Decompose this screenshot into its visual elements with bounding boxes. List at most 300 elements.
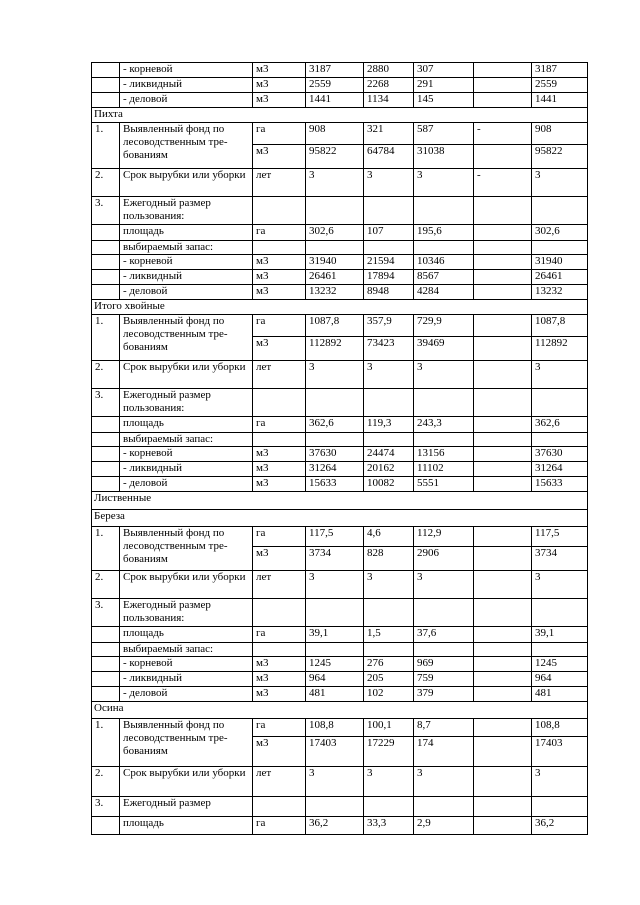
table-cell: м3 <box>253 477 306 492</box>
table-cell: 3 <box>532 361 588 389</box>
table-cell: 291 <box>414 78 474 93</box>
table-cell: 39,1 <box>306 627 364 643</box>
table-cell <box>253 797 306 817</box>
table-cell: га <box>253 817 306 835</box>
table-cell: 3187 <box>532 63 588 78</box>
table-row <box>92 447 588 462</box>
table-cell: м3 <box>253 672 306 687</box>
section-title: Лиственные <box>92 492 588 510</box>
table-cell: 587 <box>414 123 474 145</box>
table-cell <box>474 389 532 417</box>
table-cell: 31940 <box>532 255 588 270</box>
table-cell: 3 <box>414 571 474 599</box>
table-cell <box>414 241 474 255</box>
table-cell: лет <box>253 767 306 797</box>
table-cell: 2,9 <box>414 817 474 835</box>
table-cell: 13232 <box>306 285 364 300</box>
table-cell: 307 <box>414 63 474 78</box>
table-cell: 39469 <box>414 337 474 361</box>
row-number <box>92 433 120 447</box>
table-cell: 3 <box>364 767 414 797</box>
table-cell: 1441 <box>306 93 364 108</box>
table-row <box>92 225 588 241</box>
table-cell: 302,6 <box>532 225 588 241</box>
table-cell: 1087,8 <box>306 315 364 337</box>
table-cell <box>474 270 532 285</box>
section-row <box>92 702 588 719</box>
row-number <box>92 93 120 108</box>
table-cell: 145 <box>414 93 474 108</box>
table-cell <box>414 797 474 817</box>
table-cell: м3 <box>253 270 306 285</box>
table-cell: 26461 <box>306 270 364 285</box>
row-number <box>92 63 120 78</box>
table-cell <box>306 599 364 627</box>
table-cell: 2268 <box>364 78 414 93</box>
table-row <box>92 657 588 672</box>
table-cell <box>364 643 414 657</box>
table-row <box>92 571 588 599</box>
table-row <box>92 361 588 389</box>
table-cell: 112892 <box>306 337 364 361</box>
row-label: площадь <box>120 817 253 835</box>
table-cell <box>253 241 306 255</box>
table-cell: 11102 <box>414 462 474 477</box>
table-cell: 362,6 <box>532 417 588 433</box>
table-cell: м3 <box>253 547 306 571</box>
table-cell: 95822 <box>532 145 588 169</box>
row-number <box>92 225 120 241</box>
table-cell: 3187 <box>306 63 364 78</box>
table-row <box>92 797 588 817</box>
table-cell <box>532 433 588 447</box>
row-label: Выявленный фонд по лесоводственным тре-бованиям <box>120 123 253 169</box>
table-row <box>92 285 588 300</box>
table-cell <box>253 433 306 447</box>
table-cell: 107 <box>364 225 414 241</box>
table-cell: 20162 <box>364 462 414 477</box>
table-cell: 73423 <box>364 337 414 361</box>
table-cell <box>364 197 414 225</box>
row-number <box>92 627 120 643</box>
table-cell: 4284 <box>414 285 474 300</box>
table-cell <box>532 197 588 225</box>
table-row <box>92 627 588 643</box>
table-cell: 8567 <box>414 270 474 285</box>
row-number <box>92 462 120 477</box>
table-cell: 3 <box>306 169 364 197</box>
table-cell <box>474 63 532 78</box>
table-cell: га <box>253 417 306 433</box>
row-number: 3. <box>92 197 120 225</box>
table-row <box>92 78 588 93</box>
table-cell: 3 <box>364 571 414 599</box>
table-cell <box>414 389 474 417</box>
table-cell: 3 <box>532 767 588 797</box>
table-cell: 112892 <box>532 337 588 361</box>
table-row <box>92 433 588 447</box>
table-cell: м3 <box>253 447 306 462</box>
table-cell: га <box>253 315 306 337</box>
table-cell: 33,3 <box>364 817 414 835</box>
row-label: - ликвидный <box>120 672 253 687</box>
table-cell <box>306 433 364 447</box>
table-cell <box>414 599 474 627</box>
table-cell <box>474 737 532 767</box>
table-cell: 13232 <box>532 285 588 300</box>
row-number <box>92 285 120 300</box>
table-cell <box>253 197 306 225</box>
table-cell <box>474 197 532 225</box>
table-row <box>92 255 588 270</box>
table-cell: 31264 <box>532 462 588 477</box>
row-label: - деловой <box>120 687 253 702</box>
row-label: - ликвидный <box>120 270 253 285</box>
table-cell: 3 <box>414 361 474 389</box>
table-cell: - <box>474 169 532 197</box>
table-cell: м3 <box>253 337 306 361</box>
table-cell: 3 <box>364 361 414 389</box>
row-label: Выявленный фонд по лесоводственным тре-бованиям <box>120 719 253 767</box>
table-cell: га <box>253 627 306 643</box>
table-cell: 119,3 <box>364 417 414 433</box>
table-cell <box>474 285 532 300</box>
table-cell: лет <box>253 361 306 389</box>
row-number: 1. <box>92 527 120 571</box>
row-number <box>92 672 120 687</box>
table-cell: 8,7 <box>414 719 474 737</box>
table-cell <box>253 643 306 657</box>
table-row <box>92 93 588 108</box>
section-title: Пихта <box>92 108 588 123</box>
row-label: - ликвидный <box>120 78 253 93</box>
table-cell: 759 <box>414 672 474 687</box>
table-cell: - <box>474 123 532 145</box>
table-cell <box>414 197 474 225</box>
table-cell: 205 <box>364 672 414 687</box>
table-cell: 108,8 <box>306 719 364 737</box>
row-number: 3. <box>92 389 120 417</box>
table-cell <box>474 145 532 169</box>
table-cell <box>474 361 532 389</box>
table-cell: 969 <box>414 657 474 672</box>
row-number: 2. <box>92 767 120 797</box>
table-cell: 3 <box>532 571 588 599</box>
table-cell: 36,2 <box>306 817 364 835</box>
table-cell: 379 <box>414 687 474 702</box>
table-cell <box>474 767 532 797</box>
table-cell: 39,1 <box>532 627 588 643</box>
row-label: - корневой <box>120 447 253 462</box>
row-number: 1. <box>92 123 120 169</box>
table-cell <box>532 643 588 657</box>
table-cell <box>474 657 532 672</box>
row-label: площадь <box>120 627 253 643</box>
row-label: - корневой <box>120 255 253 270</box>
row-label: - корневой <box>120 63 253 78</box>
table-cell <box>474 462 532 477</box>
table-cell <box>474 527 532 547</box>
row-label: Выявленный фонд по лесоводственным тре-бованиям <box>120 315 253 361</box>
row-number <box>92 270 120 285</box>
table-cell <box>532 241 588 255</box>
table-cell: 95822 <box>306 145 364 169</box>
table-cell <box>253 389 306 417</box>
table-cell <box>306 241 364 255</box>
table-cell: 3 <box>306 361 364 389</box>
table-row <box>92 719 588 737</box>
row-label: Ежегодный размер пользования: <box>120 389 253 417</box>
table-cell: 3734 <box>306 547 364 571</box>
table-cell: 21594 <box>364 255 414 270</box>
table-cell: 117,5 <box>306 527 364 547</box>
section-title: Итого хвойные <box>92 300 588 315</box>
row-number: 1. <box>92 719 120 767</box>
row-number: 2. <box>92 571 120 599</box>
table-cell: 17403 <box>532 737 588 767</box>
table-row <box>92 477 588 492</box>
table-cell: м3 <box>253 145 306 169</box>
row-number <box>92 255 120 270</box>
table-cell <box>474 447 532 462</box>
table-cell: 1,5 <box>364 627 414 643</box>
table-cell: 100,1 <box>364 719 414 737</box>
table-cell: 37630 <box>306 447 364 462</box>
row-number <box>92 241 120 255</box>
table-cell <box>414 433 474 447</box>
table-cell: 908 <box>532 123 588 145</box>
table-cell <box>532 797 588 817</box>
table-cell: м3 <box>253 63 306 78</box>
table-row <box>92 767 588 797</box>
section-row <box>92 108 588 123</box>
table-cell: 357,9 <box>364 315 414 337</box>
table-cell: 321 <box>364 123 414 145</box>
table-cell: м3 <box>253 657 306 672</box>
row-label: - корневой <box>120 657 253 672</box>
table-cell: 36,2 <box>532 817 588 835</box>
row-number: 2. <box>92 361 120 389</box>
forest-use-table <box>91 62 588 835</box>
table-row <box>92 241 588 255</box>
table-cell <box>474 337 532 361</box>
row-label: выбираемый запас: <box>120 643 253 657</box>
table-row <box>92 527 588 547</box>
table-cell: 276 <box>364 657 414 672</box>
table-cell: лет <box>253 571 306 599</box>
table-cell <box>306 197 364 225</box>
table-cell: 3734 <box>532 547 588 571</box>
section-title: Береза <box>92 510 588 527</box>
table-cell: 1245 <box>306 657 364 672</box>
section-row <box>92 300 588 315</box>
table-cell: 17894 <box>364 270 414 285</box>
table-cell: м3 <box>253 285 306 300</box>
table-cell: 8948 <box>364 285 414 300</box>
row-label: - деловой <box>120 477 253 492</box>
table-row <box>92 315 588 337</box>
table-cell: 2559 <box>306 78 364 93</box>
table-cell: 31264 <box>306 462 364 477</box>
table-cell <box>474 225 532 241</box>
table-cell: 13156 <box>414 447 474 462</box>
table-cell: 1087,8 <box>532 315 588 337</box>
table-cell: 481 <box>306 687 364 702</box>
section-row <box>92 492 588 510</box>
table-row <box>92 389 588 417</box>
table-row <box>92 817 588 835</box>
row-label: - деловой <box>120 285 253 300</box>
table-cell: 964 <box>532 672 588 687</box>
table-cell: 37630 <box>532 447 588 462</box>
section-title: Осина <box>92 702 588 719</box>
table-cell <box>474 797 532 817</box>
table-cell: 481 <box>532 687 588 702</box>
table-cell: 1441 <box>532 93 588 108</box>
table-cell: 17403 <box>306 737 364 767</box>
table-cell: 102 <box>364 687 414 702</box>
table-cell: 3 <box>414 767 474 797</box>
table-row <box>92 417 588 433</box>
table-cell <box>253 599 306 627</box>
row-label: площадь <box>120 225 253 241</box>
table-cell: 15633 <box>306 477 364 492</box>
table-row <box>92 197 588 225</box>
row-label: площадь <box>120 417 253 433</box>
table-row <box>92 672 588 687</box>
table-cell: 31038 <box>414 145 474 169</box>
table-cell <box>474 417 532 433</box>
table-cell: га <box>253 225 306 241</box>
table-cell: 24474 <box>364 447 414 462</box>
table-row <box>92 687 588 702</box>
table-cell <box>414 643 474 657</box>
table-cell: 2880 <box>364 63 414 78</box>
row-number <box>92 687 120 702</box>
table-cell <box>306 389 364 417</box>
table-row <box>92 63 588 78</box>
table-row <box>92 123 588 145</box>
row-number <box>92 657 120 672</box>
table-cell <box>306 643 364 657</box>
table-cell: 828 <box>364 547 414 571</box>
row-label: Ежегодный размер <box>120 797 253 817</box>
table-cell: 3 <box>532 169 588 197</box>
table-cell: 5551 <box>414 477 474 492</box>
table-cell: 17229 <box>364 737 414 767</box>
table-cell: 243,3 <box>414 417 474 433</box>
row-number <box>92 477 120 492</box>
table-cell: 2559 <box>532 78 588 93</box>
table-cell <box>474 255 532 270</box>
table-cell <box>532 599 588 627</box>
table-cell: 37,6 <box>414 627 474 643</box>
table-cell <box>474 687 532 702</box>
table-cell <box>364 241 414 255</box>
table-cell <box>306 797 364 817</box>
table-cell: 2906 <box>414 547 474 571</box>
table-cell <box>364 599 414 627</box>
table-cell <box>474 643 532 657</box>
row-number <box>92 78 120 93</box>
row-number <box>92 817 120 835</box>
row-label: - деловой <box>120 93 253 108</box>
row-label: выбираемый запас: <box>120 433 253 447</box>
table-cell: 4,6 <box>364 527 414 547</box>
table-cell <box>474 78 532 93</box>
table-cell: м3 <box>253 93 306 108</box>
table-cell <box>474 93 532 108</box>
table-cell <box>474 433 532 447</box>
table-cell: м3 <box>253 737 306 767</box>
row-number: 1. <box>92 315 120 361</box>
table-cell <box>474 599 532 627</box>
table-cell: 15633 <box>532 477 588 492</box>
table-cell: 64784 <box>364 145 414 169</box>
table-cell <box>474 672 532 687</box>
table-cell: га <box>253 719 306 737</box>
row-label: - ликвидный <box>120 462 253 477</box>
row-label: Срок вырубки или уборки <box>120 767 253 797</box>
table-cell <box>364 433 414 447</box>
table-row <box>92 270 588 285</box>
table-cell: 729,9 <box>414 315 474 337</box>
row-label: Срок вырубки или уборки <box>120 361 253 389</box>
row-label: Ежегодный размер пользования: <box>120 599 253 627</box>
table-cell: 26461 <box>532 270 588 285</box>
table-cell <box>474 817 532 835</box>
table-cell: 108,8 <box>532 719 588 737</box>
row-number <box>92 447 120 462</box>
row-number: 2. <box>92 169 120 197</box>
table-cell: 3 <box>306 571 364 599</box>
table-cell: 3 <box>306 767 364 797</box>
table-cell <box>474 571 532 599</box>
table-cell <box>474 477 532 492</box>
table-cell: м3 <box>253 687 306 702</box>
table-cell: 908 <box>306 123 364 145</box>
row-label: Выявленный фонд по лесоводственным тре-бованиям <box>120 527 253 571</box>
table-row <box>92 643 588 657</box>
row-label: выбираемый запас: <box>120 241 253 255</box>
table-row <box>92 462 588 477</box>
table-cell <box>474 627 532 643</box>
table-cell: 112,9 <box>414 527 474 547</box>
table-cell: 964 <box>306 672 364 687</box>
table-cell <box>474 547 532 571</box>
row-label: Ежегодный размер пользования: <box>120 197 253 225</box>
table-cell <box>474 719 532 737</box>
table-cell: га <box>253 123 306 145</box>
table-cell: м3 <box>253 462 306 477</box>
table-cell <box>474 241 532 255</box>
table-cell <box>474 315 532 337</box>
table-row <box>92 169 588 197</box>
table-cell: 1245 <box>532 657 588 672</box>
row-number: 3. <box>92 797 120 817</box>
table-cell <box>532 389 588 417</box>
table-cell: 1134 <box>364 93 414 108</box>
table-cell <box>364 389 414 417</box>
table-cell: 174 <box>414 737 474 767</box>
table-cell: 195,6 <box>414 225 474 241</box>
table-cell <box>364 797 414 817</box>
row-number <box>92 643 120 657</box>
table-cell: 302,6 <box>306 225 364 241</box>
table-cell: 3 <box>414 169 474 197</box>
table-row <box>92 599 588 627</box>
table-cell: 10082 <box>364 477 414 492</box>
